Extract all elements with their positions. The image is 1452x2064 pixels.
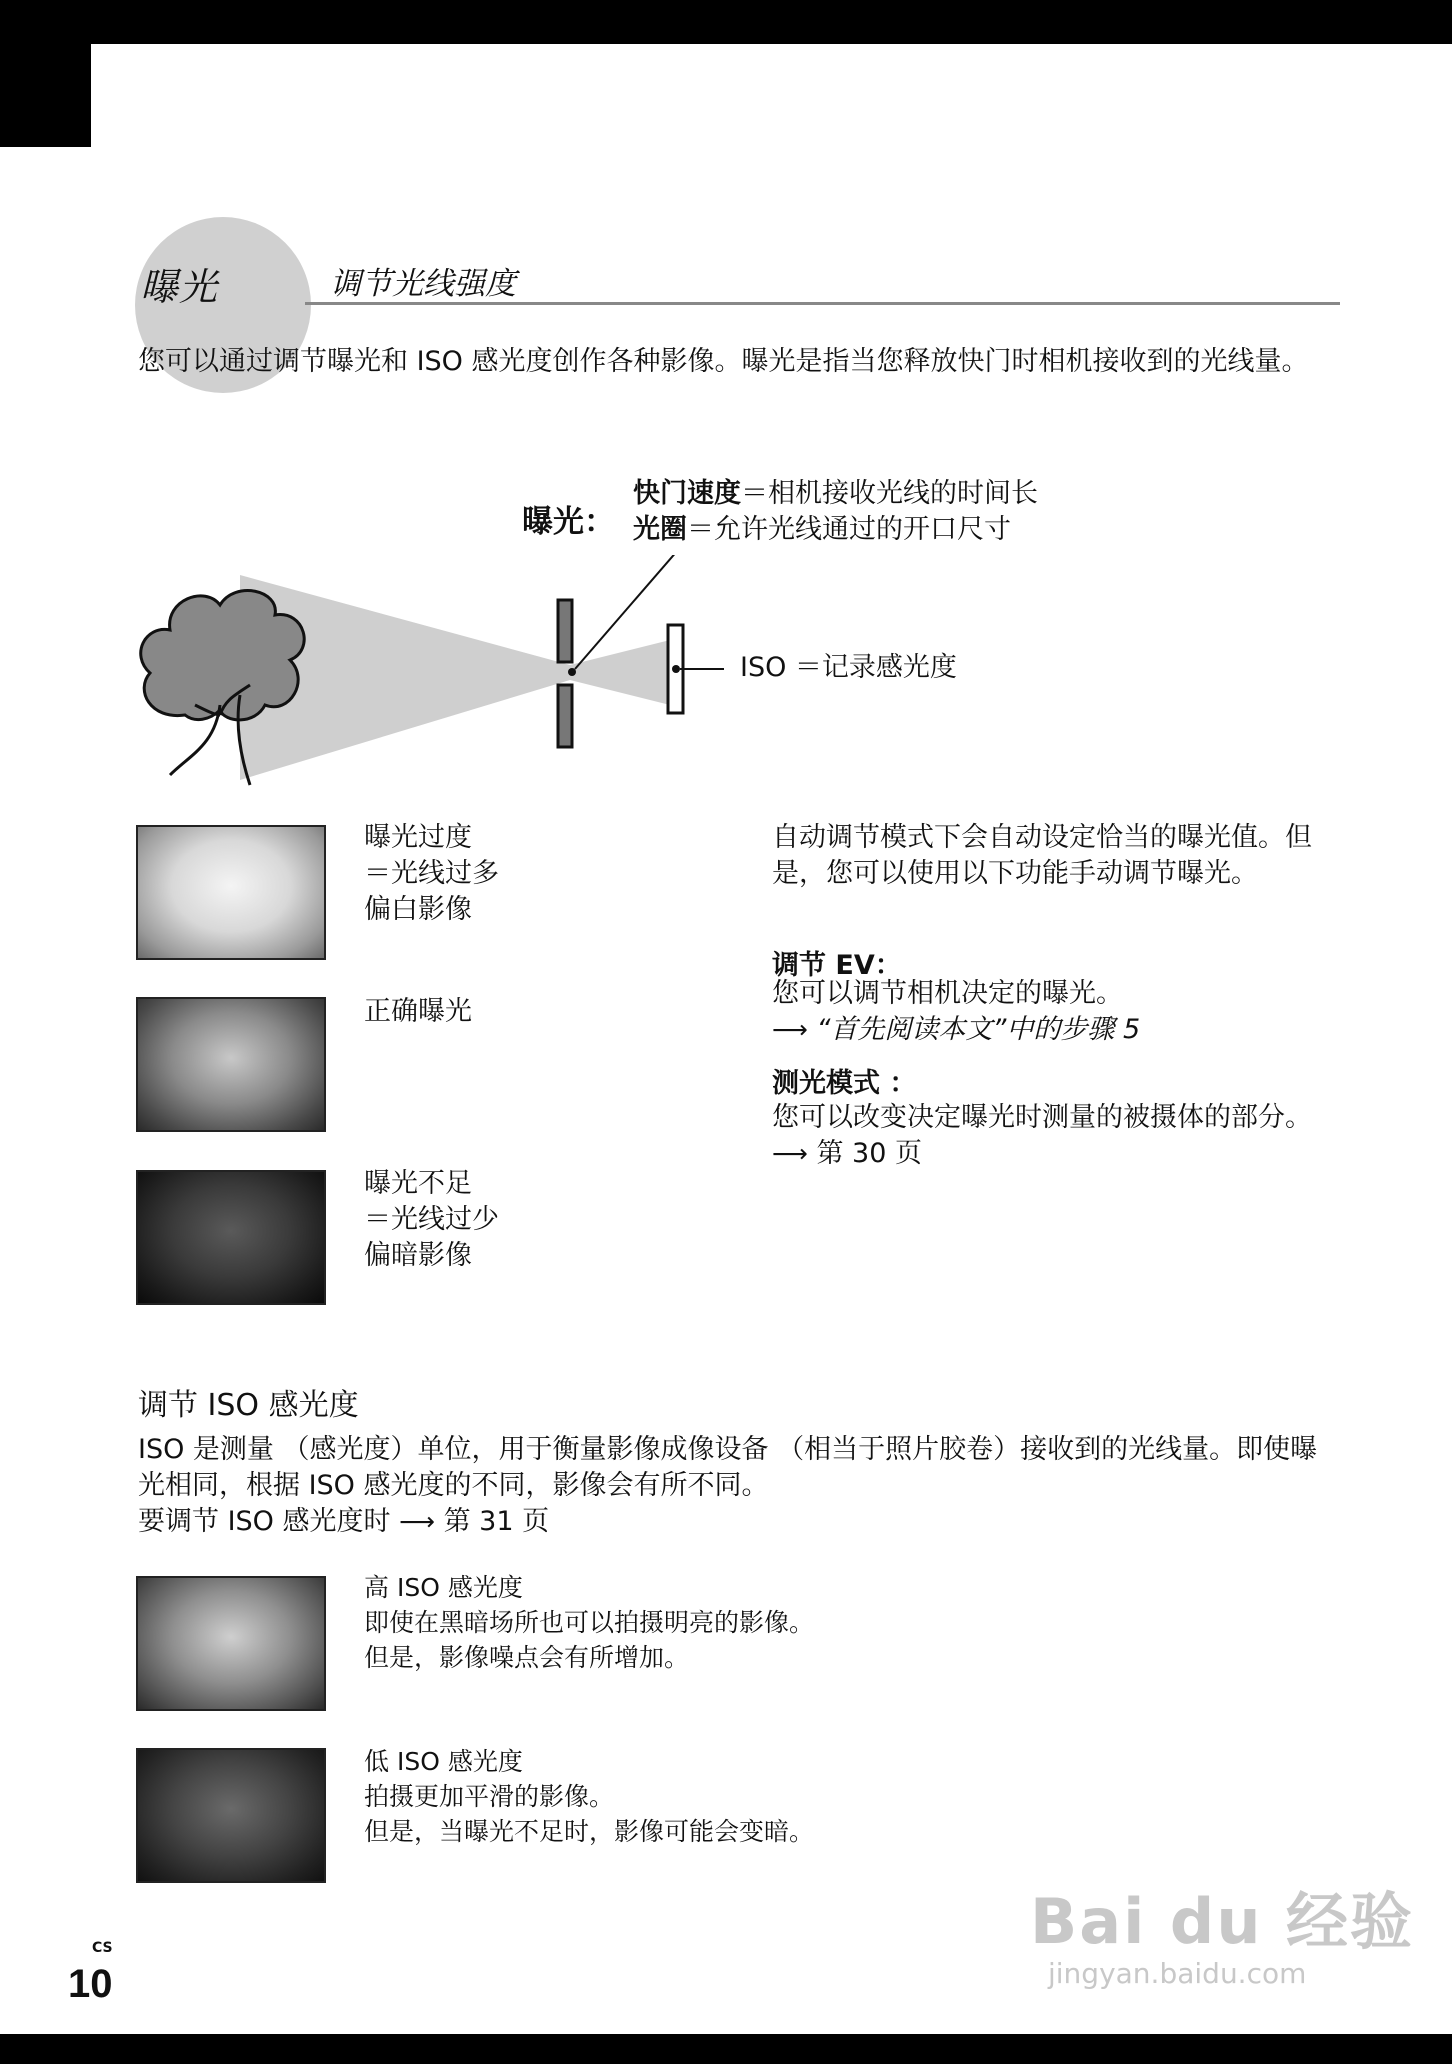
high-iso-title: 高 ISO 感光度	[364, 1573, 523, 1602]
low-iso-title: 低 ISO 感光度	[364, 1747, 523, 1776]
iso-ref: 第 31 页	[443, 1506, 550, 1537]
exposure-diagram	[130, 555, 750, 795]
shutter-desc: ＝相机接收光线的时间长	[741, 478, 1038, 509]
high-iso-line1: 即使在黑暗场所也可以拍摄明亮的影像。	[364, 1608, 815, 1637]
low-iso-line2: 但是，当曝光不足时，影像可能会变暗。	[364, 1817, 815, 1846]
underexposed-line1: ＝光线过少	[364, 1204, 499, 1235]
ev-title: 调节 EV：	[772, 950, 902, 981]
section-rule	[305, 302, 1340, 305]
shutter-term: 快门速度	[633, 478, 741, 509]
diagram-shutter-line	[633, 476, 1038, 512]
overexposed-line2: 偏白影像	[364, 894, 472, 925]
top-black-bar	[0, 0, 1452, 44]
ev-text: 您可以调节相机决定的曝光。	[772, 978, 1123, 1009]
aperture-desc: ＝允许光线通过的开口尺寸	[687, 514, 1011, 545]
overexposed-line1: ＝光线过多	[364, 858, 499, 889]
light-beam-narrow	[570, 640, 670, 705]
long-right-arrow-icon: ⟶	[772, 1139, 808, 1168]
overexposed-title: 曝光过度	[364, 822, 472, 853]
meter-title: 测光模式 ：	[772, 1068, 917, 1099]
page-prefix: CS	[92, 1940, 113, 1956]
example-underexposed-text	[364, 1166, 499, 1274]
iso-section-title: 调节 ISO 感光度	[138, 1388, 359, 1423]
low-iso-text	[364, 1744, 814, 1849]
high-iso-line2: 但是，影像噪点会有所增加。	[364, 1643, 690, 1672]
underexposed-line2: 偏暗影像	[364, 1240, 472, 1271]
watermark-brand: Bai du 经验	[1030, 1885, 1415, 1958]
correct-exposure-photo	[136, 997, 326, 1132]
underexposed-title: 曝光不足	[364, 1168, 472, 1199]
high-iso-photo	[136, 1576, 326, 1711]
diagram-exposure-label: 曝光：	[522, 504, 615, 540]
high-iso-text	[364, 1570, 814, 1675]
meter-text-block	[772, 1100, 1322, 1172]
example-overexposed-text	[364, 820, 499, 928]
correct-title: 正确曝光	[364, 996, 472, 1027]
aperture-term: 光圈	[633, 514, 687, 545]
long-right-arrow-icon: ⟶	[772, 1015, 808, 1044]
long-right-arrow-icon: ⟶	[399, 1507, 435, 1536]
ev-ref-line	[772, 1012, 1140, 1048]
low-iso-line1: 拍摄更加平滑的影像。	[364, 1782, 615, 1811]
overexposed-photo	[136, 825, 326, 960]
page-number: 10	[68, 1962, 113, 2006]
ev-ref: “首先阅读本文”中的步骤 5	[816, 1014, 1141, 1045]
chapter-tab	[0, 0, 91, 147]
iso-ref-line	[138, 1504, 549, 1540]
bottom-black-bar	[0, 2034, 1452, 2064]
shutter-blade-bottom	[558, 685, 572, 747]
intro-paragraph: 您可以通过调节曝光和 ISO 感光度创作各种影像。曝光是指当您释放快门时相机接收到的光线量。	[138, 346, 1309, 377]
watermark	[1030, 1872, 1414, 1990]
meter-ref: 第 30 页	[816, 1138, 922, 1169]
low-iso-photo	[136, 1748, 326, 1883]
watermark-url: jingyan.baidu.com	[1048, 1957, 1307, 1990]
right-col-intro: 自动调节模式下会自动设定恰当的曝光值。但是，您可以使用以下功能手动调节曝光。	[772, 822, 1312, 889]
iso-section-text: ISO 是测量 （感光度）单位，用于衡量影像成像设备 （相当于照片胶卷）接收到的光线量。即使曝光相同，根据 ISO 感光度的不同，影像会有所不同。	[138, 1434, 1318, 1501]
shutter-blade-top	[558, 600, 572, 662]
iso-ref-prefix: 要调节 ISO 感光度时	[138, 1506, 391, 1537]
meter-text: 您可以改变决定曝光时测量的被摄体的部分。	[772, 1102, 1312, 1133]
section-subtitle: 调节光线强度	[330, 266, 516, 302]
section-title: 曝光	[140, 265, 219, 309]
aperture-dot	[568, 668, 576, 676]
diagram-aperture-line	[633, 512, 1011, 548]
underexposed-photo	[136, 1170, 326, 1305]
sensor-dot	[672, 665, 680, 673]
example-correct-text	[364, 994, 472, 1030]
diagram-iso-label: ISO ＝记录感光度	[740, 652, 957, 683]
